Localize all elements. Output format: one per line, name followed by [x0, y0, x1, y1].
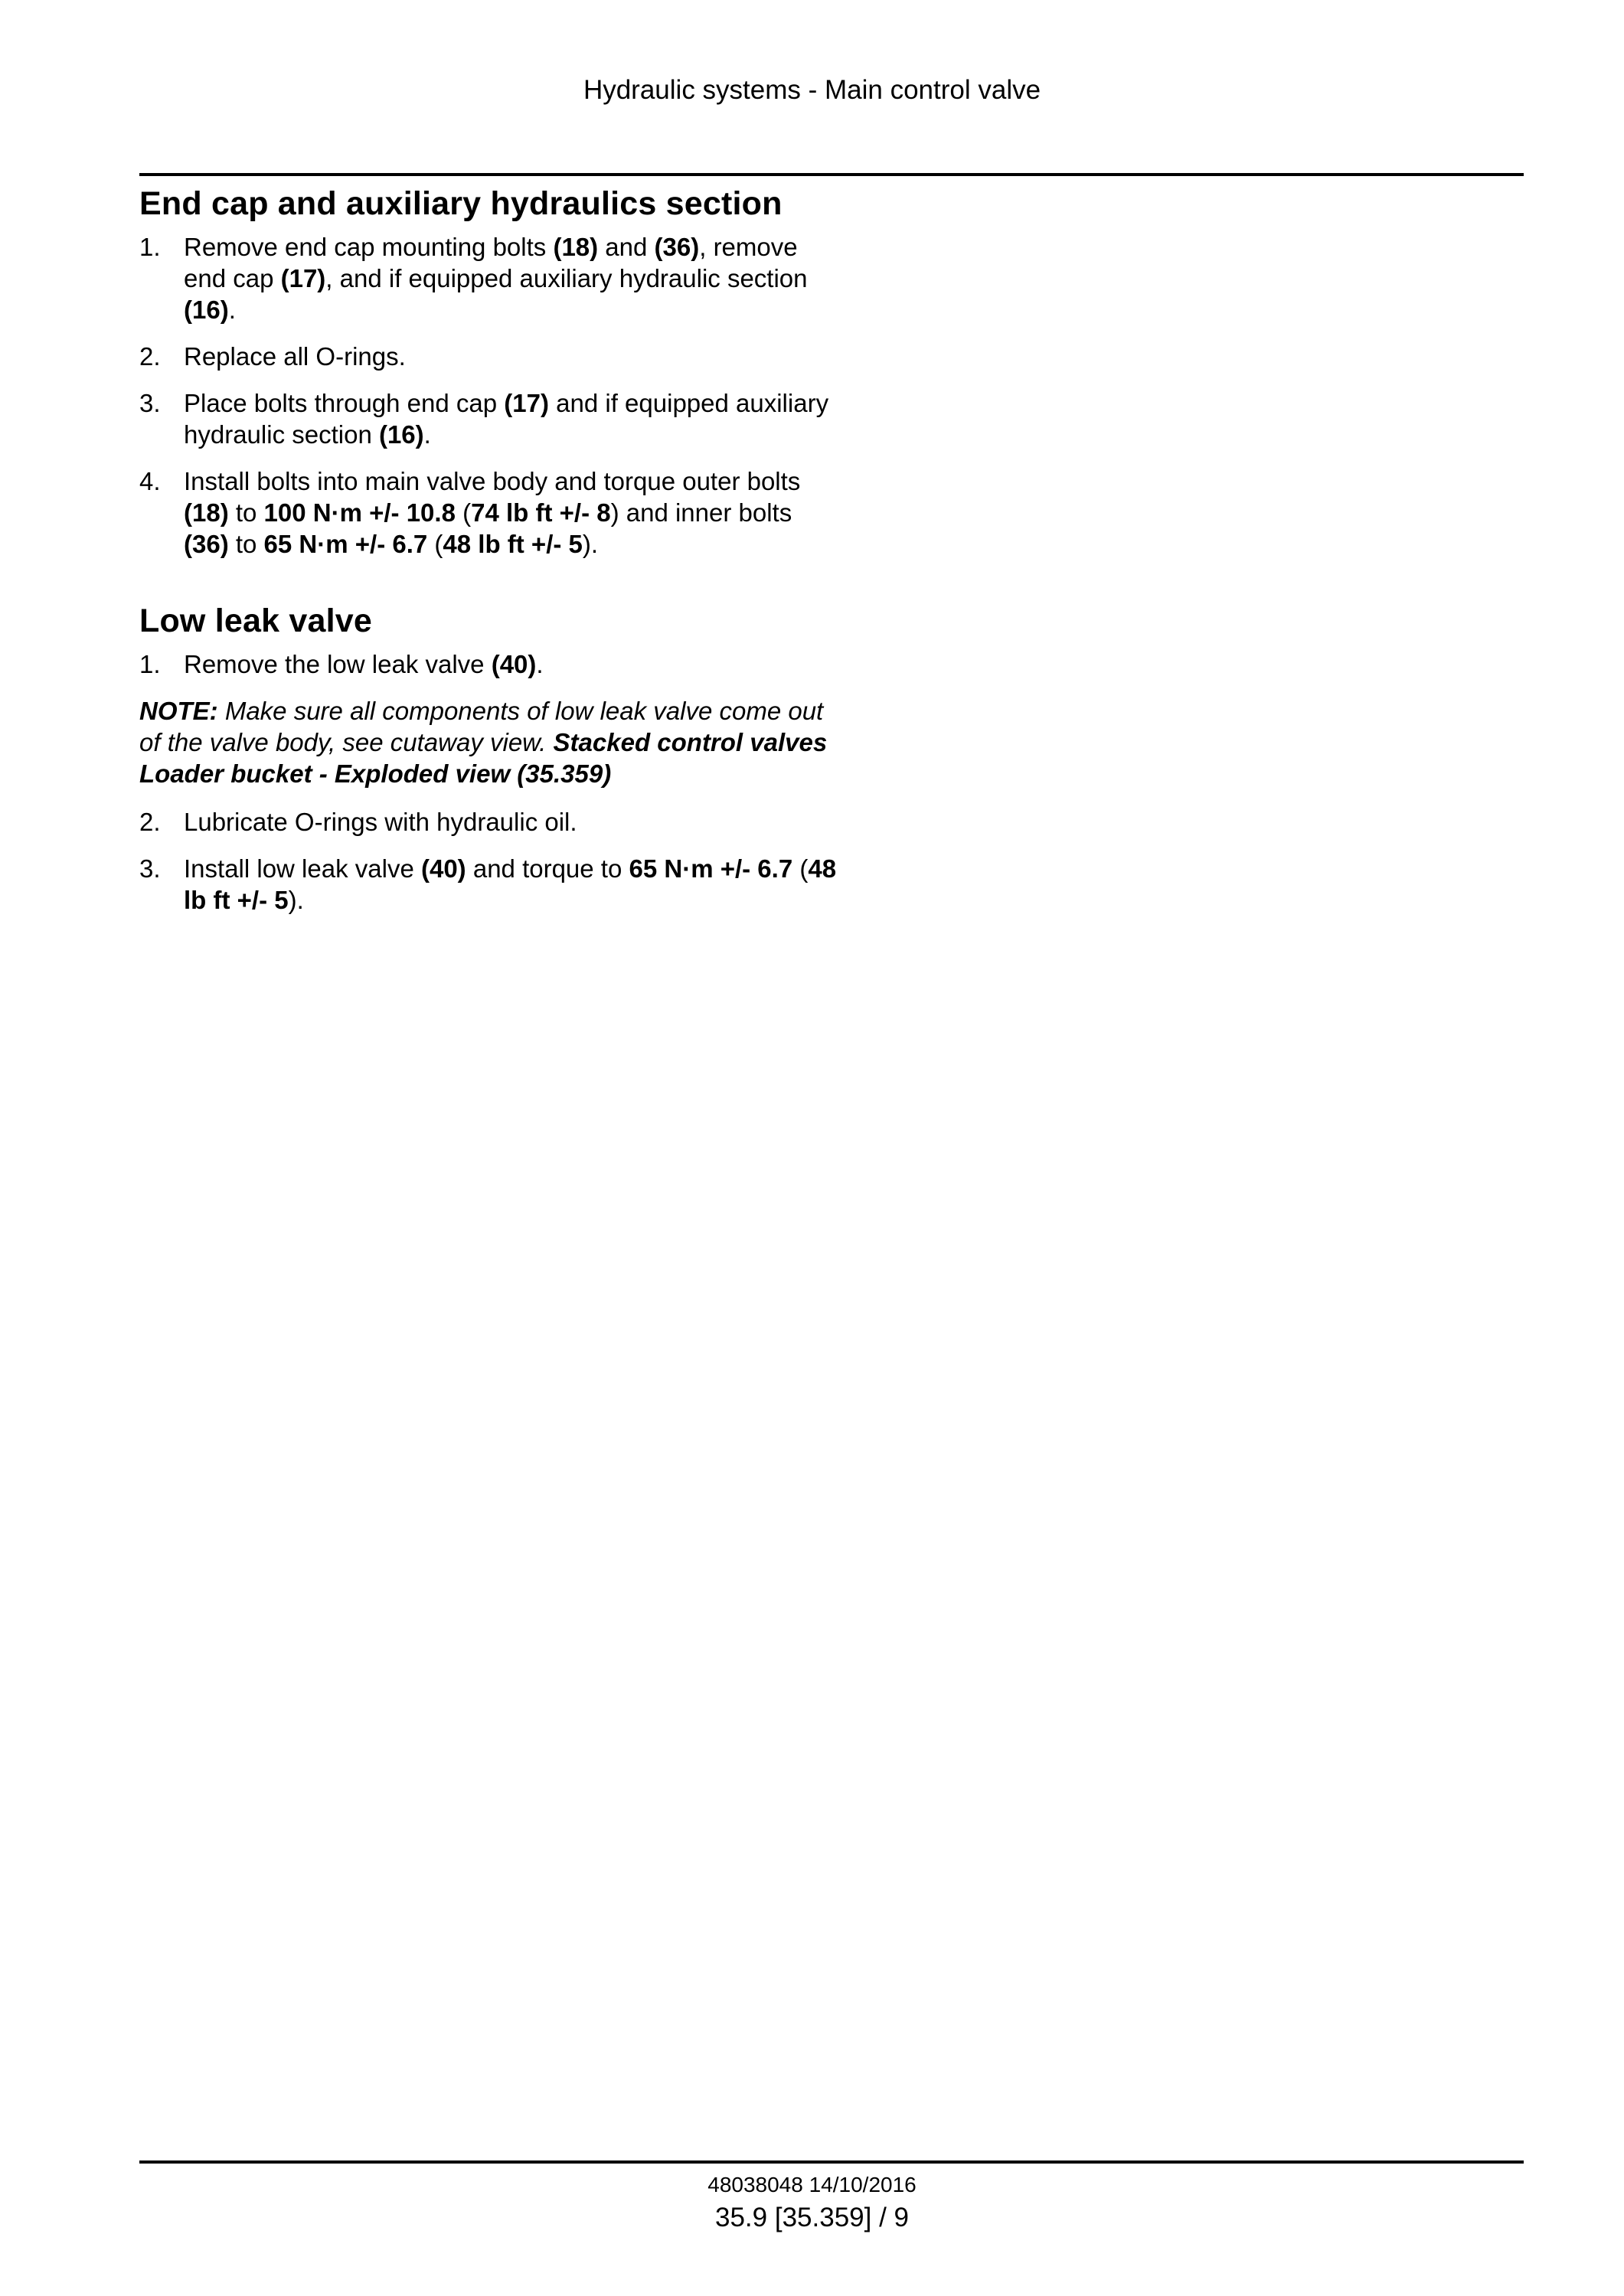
- step-text: to: [228, 530, 264, 558]
- bold-value: (36): [654, 233, 700, 261]
- list-item: [139, 387, 840, 450]
- bold-value: 48 lb ft +/- 5: [184, 854, 837, 914]
- step-number: 3.: [139, 389, 161, 417]
- section-title-low-leak-valve: Low leak valve: [139, 603, 372, 639]
- main-content: [139, 182, 840, 931]
- bold-value: 48 lb ft +/- 5: [443, 530, 583, 558]
- step-list: [139, 806, 840, 916]
- step-text: and if equipped auxiliary hydraulic section: [184, 389, 829, 449]
- bold-value: 65 N·m +/- 6.7: [629, 854, 793, 883]
- step-text: Remove the low leak valve: [184, 650, 492, 678]
- step-text: (: [792, 854, 809, 883]
- footer-rule: [139, 2160, 1524, 2164]
- bold-value: (16): [378, 420, 424, 449]
- step-text: to: [228, 498, 264, 527]
- step-text: and: [598, 233, 655, 261]
- step-text: Remove end cap mounting bolts: [184, 233, 554, 261]
- step-number: 2.: [139, 342, 161, 371]
- section-title-end-cap: End cap and auxiliary hydraulics section: [139, 185, 783, 222]
- bold-value: (18): [553, 233, 599, 261]
- step-text: (: [427, 530, 443, 558]
- step-text: , remove end cap: [184, 233, 798, 292]
- step-text: and torque to: [466, 854, 629, 883]
- running-header: Hydraulic systems - Main control valve: [583, 75, 1041, 105]
- step-text: ).: [288, 886, 304, 914]
- step-text: ).: [582, 530, 599, 558]
- step-text: , and if equipped auxiliary hydraulic section: [325, 264, 808, 292]
- step-number: 1.: [139, 233, 161, 261]
- header-rule: [139, 173, 1524, 176]
- bold-value: (18): [184, 498, 229, 527]
- bold-value: (40): [420, 854, 466, 883]
- list-item: [139, 231, 840, 325]
- bold-value: (16): [184, 296, 229, 324]
- note: [139, 695, 840, 789]
- step-text: Place bolts through end cap: [184, 389, 505, 417]
- document-id: 48038048 14/10/2016: [707, 2173, 917, 2196]
- note-text: Make sure all components of low leak valve come out of the valve body, see cutaway view.: [139, 697, 824, 756]
- bold-value: (17): [280, 264, 326, 292]
- step-number: 4.: [139, 467, 161, 495]
- bold-value: 74 lb ft +/- 8: [471, 498, 611, 527]
- step-text: Lubricate O-rings with hydraulic oil.: [184, 808, 577, 836]
- note-label: NOTE:: [139, 697, 218, 725]
- bold-value: 100 N·m +/- 10.8: [263, 498, 456, 527]
- step-text: Replace all O-rings.: [184, 342, 406, 371]
- bold-value: 65 N·m +/- 6.7: [263, 530, 428, 558]
- bold-value: (36): [184, 530, 229, 558]
- step-text: Install bolts into main valve body and torque outer bolts: [184, 467, 801, 495]
- list-item: [139, 341, 840, 372]
- list-item: [139, 648, 840, 680]
- step-list: [139, 648, 840, 680]
- list-item: [139, 806, 840, 838]
- list-item: [139, 465, 840, 560]
- bold-value: (40): [491, 650, 537, 678]
- step-text: .: [536, 650, 544, 678]
- cross-reference-link[interactable]: Stacked control valves Loader bucket - Exploded view (35.359): [139, 728, 828, 788]
- step-text: (: [455, 498, 472, 527]
- step-number: 3.: [139, 854, 161, 883]
- step-number: 2.: [139, 808, 161, 836]
- step-text: Install low leak valve: [184, 854, 421, 883]
- step-list: [139, 231, 840, 560]
- page-number: 35.9 [35.359] / 9: [715, 2203, 909, 2232]
- bold-value: (17): [504, 389, 549, 417]
- step-text: .: [228, 296, 236, 324]
- step-text: ) and inner bolts: [610, 498, 792, 527]
- list-item: [139, 853, 840, 916]
- step-number: 1.: [139, 650, 161, 678]
- step-text: .: [423, 420, 431, 449]
